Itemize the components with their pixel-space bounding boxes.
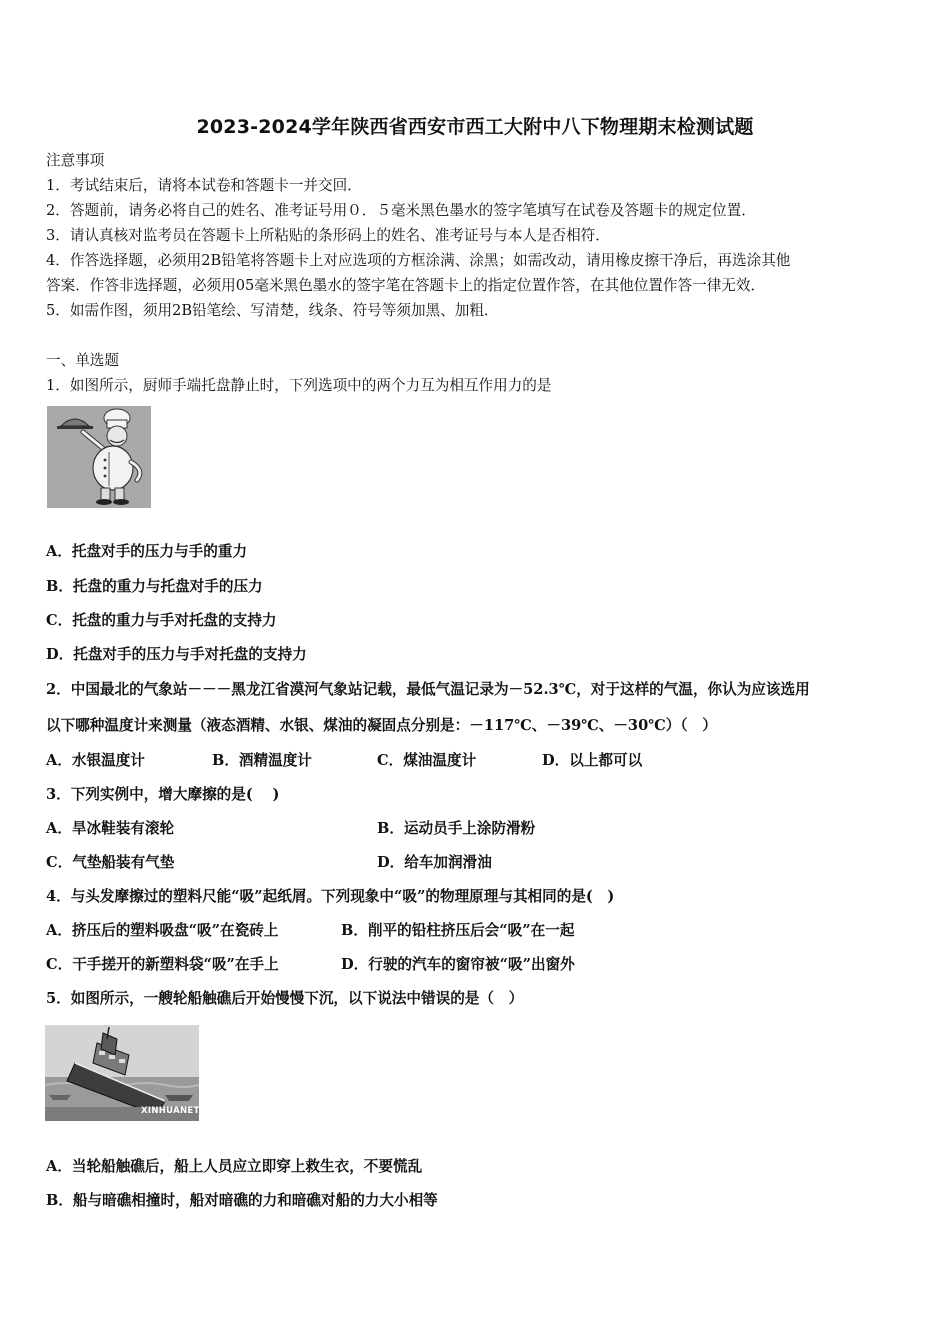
question-4-stem: 4．与头发摩擦过的塑料尺能“吸”起纸屑。下列现象中“吸”的物理原理与其相同的是( ): [46, 888, 615, 905]
question-3-option-b: B．运动员手上涂防滑粉: [377, 820, 536, 837]
question-5-option-a: A．当轮船触礁后，船上人员应立即穿上救生衣，不要慌乱: [46, 1158, 423, 1175]
notice-item: 5．如需作图，须用2B铅笔绘、写清楚，线条、符号等须加黑、加粗．: [46, 302, 499, 319]
xinhuanet-watermark: XINHUANET: [141, 1106, 200, 1116]
question-1-stem: 1．如图所示，厨师手端托盘静止时，下列选项中的两个力互为相互作用力的是: [46, 377, 552, 394]
question-4-option-a: A．挤压后的塑料吸盘“吸”在瓷砖上: [46, 922, 279, 939]
question-2-stem-line-2: 以下哪种温度计来测量（液态酒精、水银、煤油的凝固点分别是：－117℃、－39℃、－30℃）（ ）: [46, 717, 717, 734]
question-5-option-b: B．船与暗礁相撞时，船对暗礁的力和暗礁对船的力大小相等: [46, 1192, 438, 1209]
chef-illustration-icon: [47, 406, 151, 508]
question-1-option-b: B．托盘的重力与托盘对手的压力: [46, 578, 263, 595]
section-heading: 一、单选题: [46, 352, 119, 369]
question-3-option-a: A．旱冰鞋装有滚轮: [46, 820, 175, 837]
question-2-option-a: A．水银温度计: [46, 752, 145, 769]
chef-figure: [47, 406, 151, 508]
question-2-stem-line-1: 2．中国最北的气象站－－－黑龙江省漠河气象站记载，最低气温记录为－52.3℃，对于这样的气温，你认为应该选用: [46, 681, 810, 698]
question-1-option-a: A．托盘对手的压力与手的重力: [46, 543, 248, 560]
notice-item: 4．作答选择题，必须用2B铅笔将答题卡上对应选项的方框涂满、涂黑；如需改动，请用橡皮擦干净后，再选涂其他: [46, 252, 791, 269]
notice-heading: 注意事项: [46, 152, 105, 169]
question-3-option-c: C．气垫船装有气垫: [46, 854, 175, 871]
notice-item: 1．考试结束后，请将本试卷和答题卡一并交回．: [46, 177, 362, 194]
notice-item: 2．答题前，请务必将自己的姓名、准考证号用０．５毫米黑色墨水的签字笔填写在试卷及答题卡的规定位置．: [46, 202, 756, 219]
question-3-option-d: D．给车加润滑油: [377, 854, 492, 871]
question-2-option-d: D．以上都可以: [542, 752, 643, 769]
question-5-stem: 5．如图所示，一艘轮船触礁后开始慢慢下沉，以下说法中错误的是（ ）: [46, 990, 524, 1007]
question-1-option-d: D．托盘对手的压力与手对托盘的支持力: [46, 646, 307, 663]
question-2-option-c: C．煤油温度计: [377, 752, 477, 769]
exam-title: 2023-2024学年陕西省西安市西工大附中八下物理期末检测试题: [196, 116, 754, 138]
question-4-option-d: D．行驶的汽车的窗帘被“吸”出窗外: [341, 956, 575, 973]
sinking-ship-figure: [45, 1025, 199, 1121]
notice-item: 3．请认真核对监考员在答题卡上所粘贴的条形码上的姓名、准考证号与本人是否相符．: [46, 227, 610, 244]
notice-item: 答案．作答非选择题，必须用05毫米黑色墨水的签字笔在答题卡上的指定位置作答，在其他位置作答一律无效．: [46, 277, 766, 294]
question-4-option-b: B．削平的铅柱挤压后会“吸”在一起: [341, 922, 575, 939]
question-2-option-b: B．酒精温度计: [212, 752, 312, 769]
question-4-option-c: C．干手搓开的新塑料袋“吸”在手上: [46, 956, 279, 973]
question-3-stem: 3．下列实例中，增大摩擦的是( ): [46, 786, 280, 803]
question-1-option-c: C．托盘的重力与手对托盘的支持力: [46, 612, 277, 629]
